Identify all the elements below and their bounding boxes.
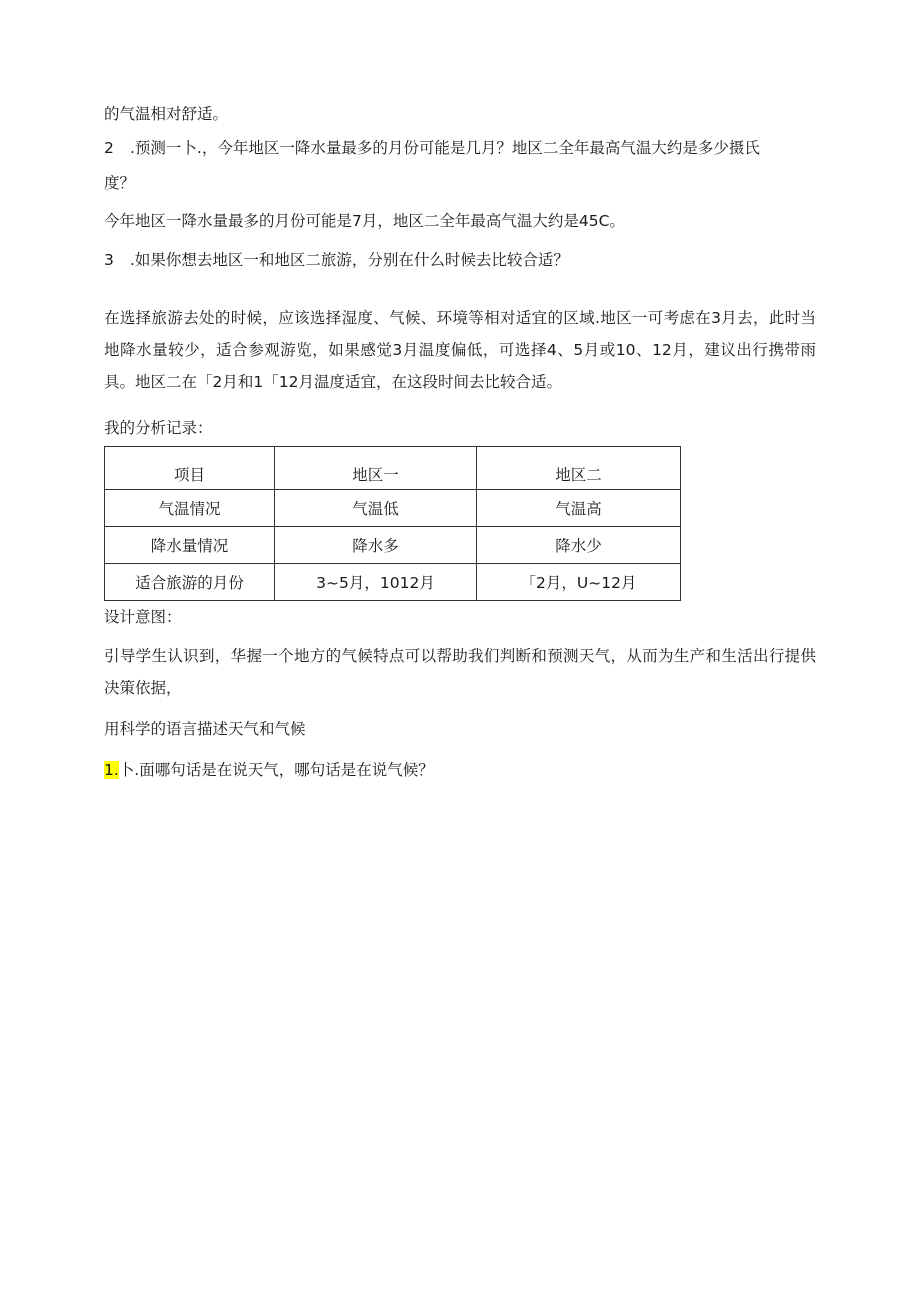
table-header-cell: 项目 <box>105 447 275 490</box>
table-header-cell: 地区一 <box>275 447 477 490</box>
design-intent-text: 引导学生认识到，华握一个地方的气候特点可以帮助我们判断和预测天气，从而为生产和生活出行提供决策依据， <box>104 647 816 697</box>
record-label: 我的分析记录： <box>104 419 213 437</box>
table-cell: 降水少 <box>477 527 681 564</box>
table-cell: 3~5月，1012月 <box>275 564 477 601</box>
table-cell: 气温低 <box>275 490 477 527</box>
answer-3: 在选择旅游去处的时候，应该选择湿度、气候、环境等相对适宜的区域.地区一可考虑在3月去，此时当地降水量较少，适合参观游览，如果感觉3月温度偏低，可选择4、5月或10、12月，建议出行携带雨具。地区二在「2月和1「12月温度适宜，在这段时间去比较合适。 <box>104 309 816 391</box>
table-header-cell: 地区二 <box>477 447 681 490</box>
answer-2: 今年地区一降水量最多的月份可能是7月，地区二全年最高气温大约是45C。 <box>104 212 625 230</box>
table-cell: 气温高 <box>477 490 681 527</box>
table-cell: 降水多 <box>275 527 477 564</box>
table-cell: 降水量情况 <box>105 527 275 564</box>
table-header-row <box>105 447 681 490</box>
question-number: 3 <box>104 251 114 269</box>
question-1 <box>104 760 434 780</box>
section-title: 用科学的语言描述天气和气候 <box>104 720 306 738</box>
table-cell: 「2月，U~12月 <box>477 564 681 601</box>
table-row <box>105 564 681 601</box>
question-number: 2 <box>104 139 114 157</box>
highlighted-question-number: 1. <box>104 761 119 779</box>
design-intent-label: 设计意图： <box>104 608 182 626</box>
table-row <box>105 490 681 527</box>
table-row <box>105 527 681 564</box>
table-cell: 气温情况 <box>105 490 275 527</box>
question-text: .预测一卜.，今年地区一降水量最多的月份可能是几月？地区二全年最高气温大约是多少摄氏 <box>130 139 760 157</box>
question-3 <box>104 250 569 270</box>
question-text: 卜.面哪句话是在说天气，哪句话是在说气候？ <box>118 761 434 779</box>
question-2-line-1 <box>104 138 760 158</box>
question-2-line-2: 度？ <box>104 174 136 192</box>
table-cell: 适合旅游的月份 <box>105 564 275 601</box>
analysis-record-table <box>104 446 681 601</box>
question-text: .如果你想去地区一和地区二旅游，分别在什么时候去比较合适？ <box>130 251 569 269</box>
paragraph-continuation: 的气温相对舒适。 <box>104 105 229 123</box>
